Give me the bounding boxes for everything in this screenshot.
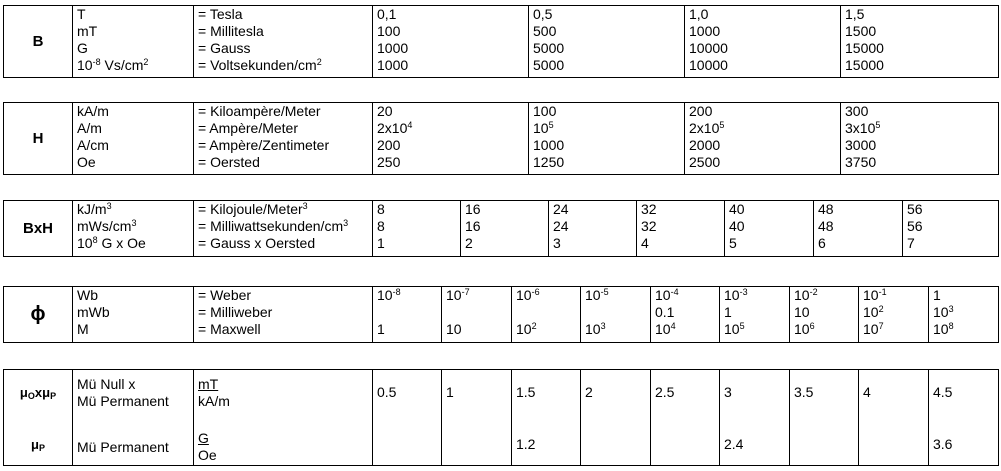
table-mu — [3, 369, 999, 466]
cell-value: 1 — [377, 321, 385, 337]
cell-value: 0,1 — [377, 6, 397, 22]
unit-name: = Gauss x Oersted — [198, 235, 316, 251]
cell-value: 10000 — [689, 40, 728, 56]
unit-label: G — [77, 40, 88, 56]
value-column — [720, 287, 790, 343]
name-column — [194, 103, 373, 175]
value-column — [637, 201, 725, 257]
cell-value: 48 — [818, 201, 834, 217]
value-column — [512, 370, 581, 466]
cell-value: 300 — [845, 103, 869, 119]
unit-label: kA/m — [77, 103, 109, 119]
value-column — [903, 201, 999, 257]
cell-value: $10^{-8}$ — [377, 287, 401, 303]
cell-value: 1000 — [377, 57, 409, 73]
cell-value: 1000 — [689, 23, 721, 39]
symbol-mup: $\mu_P$ — [31, 437, 45, 453]
unit-label: M — [77, 321, 89, 337]
cell-value: 10 — [446, 321, 462, 337]
cell-value: 3.5 — [794, 384, 814, 400]
cell-value — [377, 304, 441, 321]
cell-value: $10^2$ — [516, 321, 537, 337]
cell-value: 10000 — [689, 57, 728, 73]
value-column — [442, 370, 512, 466]
cell-value — [863, 436, 928, 453]
cell-value: 32 — [641, 201, 657, 217]
cell-value: 500 — [533, 23, 557, 39]
label-mu-permanent: Mü Permanent — [77, 393, 169, 409]
value-column — [859, 370, 929, 466]
cell-value: 1500 — [845, 23, 877, 39]
value-column — [373, 103, 529, 175]
value-column — [529, 6, 685, 78]
unit-name: = Weber — [198, 287, 252, 303]
cell-value: 32 — [641, 218, 657, 234]
unit-column — [73, 287, 194, 343]
value-column — [720, 370, 790, 466]
cell-value: 40 — [729, 201, 745, 217]
cell-value: 8 — [377, 218, 385, 234]
value-column — [929, 287, 999, 343]
cell-value: $2x10^5$ — [689, 120, 725, 136]
cell-value: $10^{-1}$ — [863, 287, 887, 303]
cell-value: 1 — [724, 304, 732, 320]
unit-name: = Voltsekunden/$cm^2$ — [198, 57, 322, 73]
value-column — [790, 287, 859, 343]
value-column — [651, 287, 720, 343]
value-column — [841, 103, 999, 175]
cell-value: 6 — [818, 235, 826, 251]
cell-value: $10^{-7}$ — [446, 287, 470, 303]
symbol-h: H — [4, 103, 73, 175]
unit-label: Wb — [77, 287, 98, 303]
cell-value: 3750 — [845, 154, 877, 170]
unit-label: T — [77, 6, 86, 22]
value-column — [581, 370, 651, 466]
cell-value: 7 — [907, 235, 915, 251]
value-column — [549, 201, 637, 257]
cell-value — [655, 436, 719, 453]
cell-value: $2x10^4$ — [377, 120, 413, 136]
unit-label: Oe — [77, 154, 96, 170]
unit-label: A/cm — [77, 137, 109, 153]
label-mu-null: Mü Null x — [77, 376, 136, 392]
cell-value: 15000 — [845, 40, 884, 56]
cell-value: 100 — [377, 23, 401, 39]
cell-value: 4.5 — [933, 384, 953, 400]
cell-value: $10^5$ — [724, 321, 745, 337]
unit-column — [73, 6, 194, 78]
name-column — [194, 201, 373, 257]
cell-value: 3 — [724, 384, 732, 400]
value-column — [929, 370, 999, 466]
cell-value: 1,0 — [689, 6, 709, 22]
cell-value: $10^3$ — [933, 304, 954, 320]
name-column — [194, 287, 373, 343]
cell-value: 1.2 — [516, 436, 536, 452]
cell-value: 24 — [553, 218, 569, 234]
cell-value: 24 — [553, 201, 569, 217]
unit-column — [73, 201, 194, 257]
cell-value: $10^2$ — [863, 304, 884, 320]
cell-value: 1000 — [377, 40, 409, 56]
cell-value: 1000 — [533, 137, 565, 153]
cell-value: $10^5$ — [533, 120, 554, 136]
cell-value: 1 — [446, 384, 454, 400]
label-column — [73, 370, 194, 466]
cell-value: 2.5 — [655, 384, 675, 400]
unit-mt: mT — [198, 376, 219, 392]
value-column — [373, 287, 442, 343]
cell-value — [377, 436, 441, 453]
value-column — [529, 103, 685, 175]
value-column — [814, 201, 903, 257]
cell-value: 1,5 — [845, 6, 865, 22]
cell-value: $10^8$ — [933, 321, 954, 337]
cell-value: 10 — [794, 304, 810, 320]
label-mu-permanent-2: Mü Permanent — [77, 439, 169, 455]
unit-oe: Oe — [198, 447, 217, 463]
value-column — [373, 201, 461, 257]
value-column — [685, 6, 841, 78]
unit-name: = Oersted — [198, 154, 260, 170]
cell-value — [446, 304, 511, 321]
unit-name: = Ampère/Zentimeter — [198, 137, 330, 153]
symbol-bxh: BxH — [4, 201, 73, 257]
unit-g: G — [198, 430, 209, 446]
value-column — [512, 287, 581, 343]
symbol-phi: ϕ — [4, 287, 73, 343]
value-column — [442, 287, 512, 343]
cell-value: 0.5 — [377, 384, 397, 400]
unit-label: mWs/$cm^3$ — [77, 218, 137, 234]
value-column — [373, 6, 529, 78]
unit-name: = Ampère/Meter — [198, 120, 298, 136]
unit-name: = Tesla — [198, 6, 243, 22]
cell-value: 2500 — [689, 154, 721, 170]
unit-label: $10^8$ G x Oe — [77, 235, 146, 251]
value-column — [373, 370, 442, 466]
cell-value: 56 — [907, 201, 923, 217]
cell-value: 4 — [641, 235, 649, 251]
unit-label: mT — [77, 23, 98, 39]
cell-value — [446, 436, 511, 453]
table-bxh — [3, 200, 999, 257]
value-column — [581, 287, 651, 343]
unit-name: = Kilojoule/Meter$^3$ — [198, 201, 308, 217]
cell-value: $10^4$ — [655, 321, 676, 337]
cell-value — [585, 436, 650, 453]
cell-value: 15000 — [845, 57, 884, 73]
cell-value: $10^6$ — [794, 321, 815, 337]
unit-name: = Milliwattsekunden/$cm^3$ — [198, 218, 349, 234]
cell-value: 200 — [689, 103, 713, 119]
cell-value: 5 — [729, 235, 737, 251]
unit-label: A/m — [77, 120, 102, 136]
unit-column — [194, 370, 373, 466]
cell-value: 1 — [933, 287, 941, 303]
symbol-mu0-mup: $\mu_Ox\mu_P$ — [19, 385, 57, 401]
cell-value: 1 — [377, 235, 385, 251]
unit-name: = Milliweber — [198, 304, 273, 320]
cell-value: 16 — [465, 218, 481, 234]
cell-value: 1250 — [533, 154, 565, 170]
cell-value: 20 — [377, 103, 393, 119]
table-b — [3, 5, 999, 78]
value-column — [685, 103, 841, 175]
cell-value: 2 — [465, 235, 473, 251]
cell-value: 250 — [377, 154, 401, 170]
table-h — [3, 102, 999, 175]
table-phi — [3, 286, 999, 343]
unit-name: = Maxwell — [198, 321, 261, 337]
unit-name: = Gauss — [198, 40, 251, 56]
unit-label: mWb — [77, 304, 110, 320]
value-column — [461, 201, 549, 257]
cell-value: $3x10^5$ — [845, 120, 881, 136]
symbol-b: B — [4, 6, 73, 78]
unit-label: $10^{-8}$ $Vs/cm^2$ — [77, 57, 149, 73]
cell-value: 5000 — [533, 40, 565, 56]
cell-value: $10^3$ — [585, 321, 606, 337]
cell-value: 3000 — [845, 137, 877, 153]
cell-value: 48 — [818, 218, 834, 234]
cell-value: $10^{-5}$ — [585, 287, 609, 303]
cell-value: 2.4 — [724, 436, 744, 452]
value-column — [859, 287, 929, 343]
cell-value — [516, 304, 580, 321]
cell-value: 1.5 — [516, 384, 536, 400]
value-column — [841, 6, 999, 78]
name-column — [194, 6, 373, 78]
value-column — [725, 201, 814, 257]
cell-value: 3.6 — [933, 436, 953, 452]
value-column — [790, 370, 859, 466]
unit-name: = Millitesla — [198, 23, 264, 39]
unit-name: = Kiloampère/Meter — [198, 103, 321, 119]
cell-value: $10^{-6}$ — [516, 287, 540, 303]
cell-value: 2000 — [689, 137, 721, 153]
cell-value: 4 — [863, 384, 871, 400]
cell-value: $10^{-2}$ — [794, 287, 818, 303]
symbol-mu — [4, 370, 73, 466]
cell-value: 8 — [377, 201, 385, 217]
cell-value — [585, 304, 650, 321]
cell-value: 100 — [533, 103, 557, 119]
cell-value: 200 — [377, 137, 401, 153]
cell-value: $10^7$ — [863, 321, 884, 337]
cell-value: 56 — [907, 218, 923, 234]
cell-value — [794, 436, 858, 453]
value-column — [651, 370, 720, 466]
cell-value: $10^{-4}$ — [655, 287, 679, 303]
cell-value: 5000 — [533, 57, 565, 73]
cell-value: 16 — [465, 201, 481, 217]
unit-label: $kJ/m^3$ — [77, 201, 112, 217]
unit-column — [73, 103, 194, 175]
cell-value: 3 — [553, 235, 561, 251]
cell-value: 2 — [585, 384, 593, 400]
cell-value: 40 — [729, 218, 745, 234]
unit-ka-m: kA/m — [198, 393, 230, 409]
cell-value: 0,5 — [533, 6, 553, 22]
cell-value: $10^{-3}$ — [724, 287, 748, 303]
cell-value: 0.1 — [655, 304, 675, 320]
